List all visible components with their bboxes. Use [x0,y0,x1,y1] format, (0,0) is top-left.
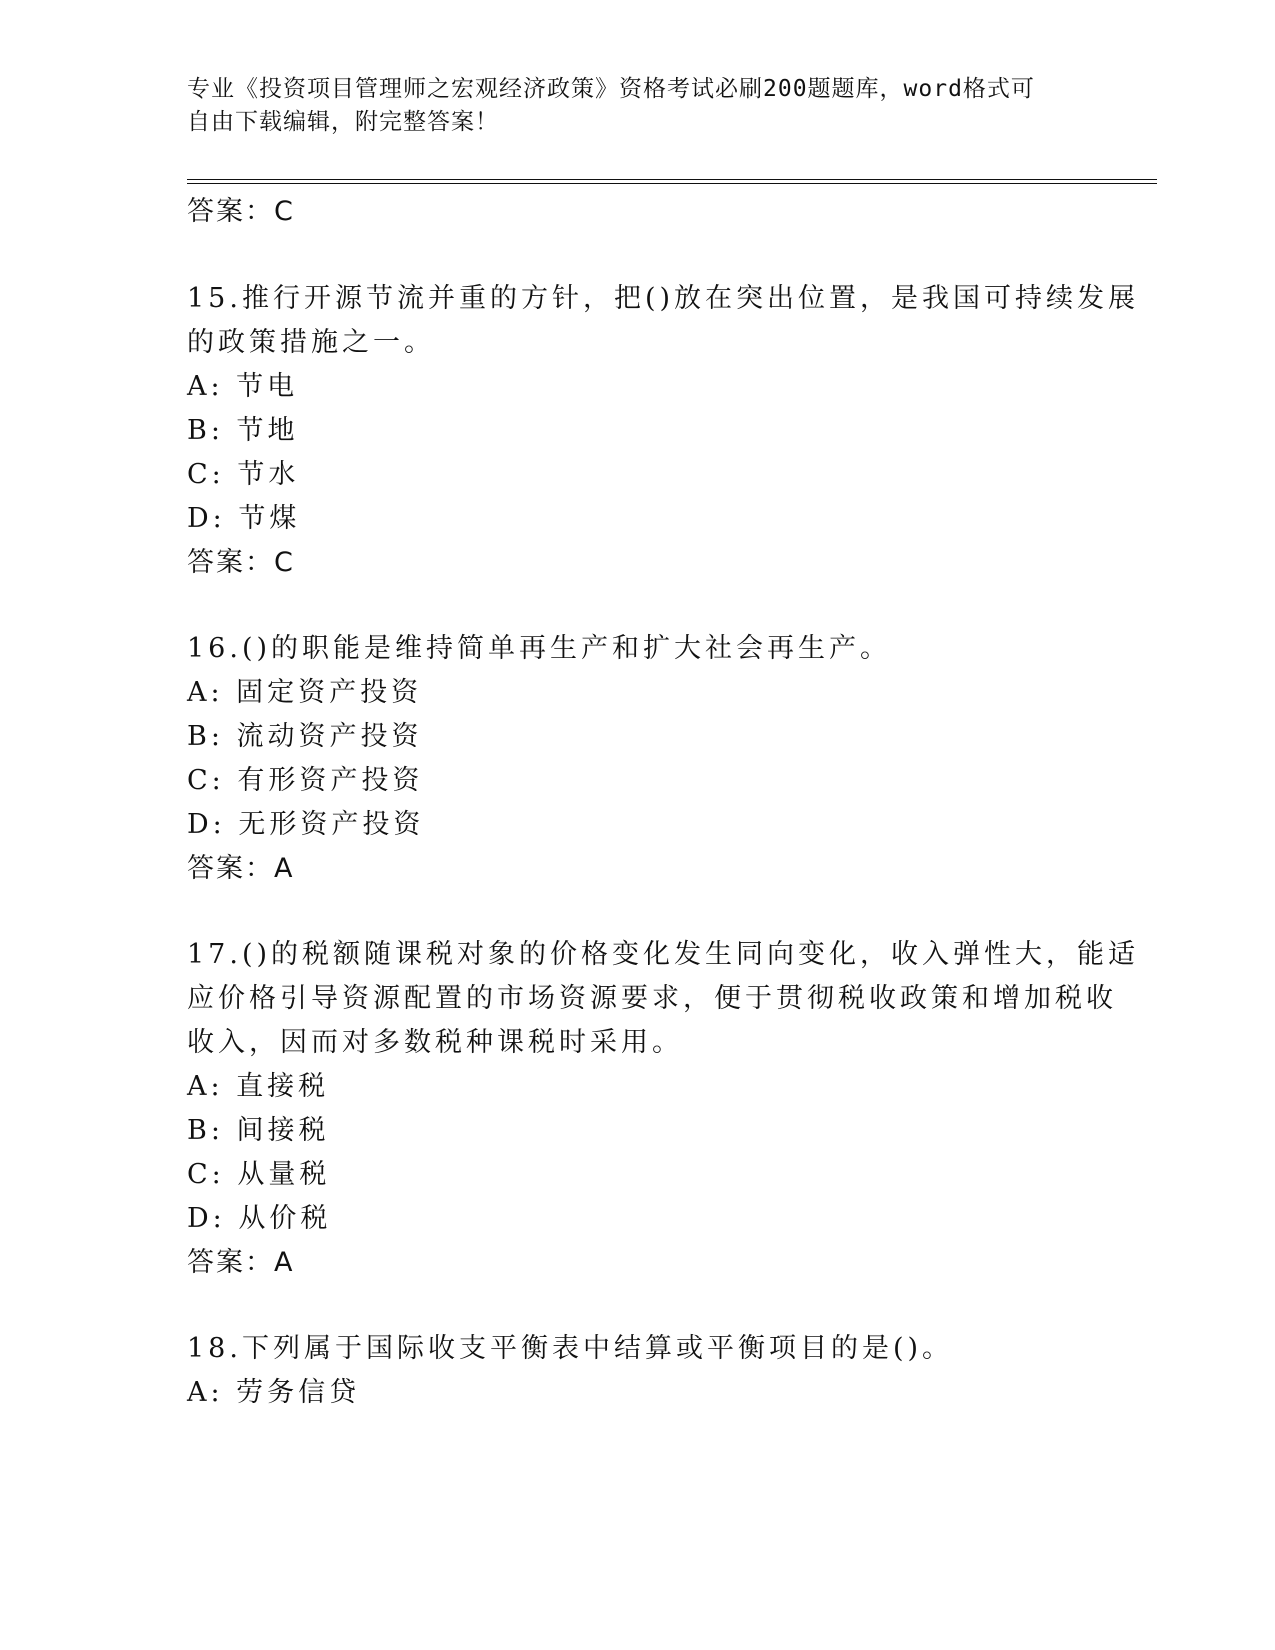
question-15-text-line-2: 的政策措施之一。 [187,327,435,358]
document-header [187,73,1087,139]
question-16-option-b: B: 流动资产投资 [187,721,423,752]
question-17-option-d: D: 从价税 [187,1203,332,1234]
question-16-answer: 答案：A [187,853,295,884]
question-17-option-a: A: 直接税 [187,1071,330,1102]
question-16-option-c: C: 有形资产投资 [187,765,424,796]
question-17-text-line-3: 收入，因而对多数税种课税时采用。 [187,1027,683,1058]
question-16-option-d: D: 无形资产投资 [187,809,425,840]
question-15-option-c: C: 节水 [187,459,300,490]
question-15-option-a: A: 节电 [187,371,299,402]
question-17-text-line-1: 17.()的税额随课税对象的价格变化发生同向变化，收入弹性大，能适 [187,939,1140,970]
question-17-text-line-2: 应价格引导资源配置的市场资源要求，便于贯彻税收政策和增加税收 [187,983,1117,1014]
question-16-text-line-1: 16.()的职能是维持简单再生产和扩大社会再生产。 [187,633,892,664]
header-divider-top [187,179,1157,180]
previous-answer: 答案：C [187,196,295,227]
question-15-text-line-1: 15.推行开源节流并重的方针，把()放在突出位置，是我国可持续发展 [187,283,1140,314]
question-15-answer: 答案：C [187,547,295,578]
header-line-1: 专业《投资项目管理师之宏观经济政策》资格考试必刷200题题库，word格式可 [187,76,1035,102]
question-15-option-b: B: 节地 [187,415,299,446]
header-divider-bottom [187,183,1157,184]
question-17-option-b: B: 间接税 [187,1115,330,1146]
question-15-option-d: D: 节煤 [187,503,301,534]
question-17-option-c: C: 从量税 [187,1159,331,1190]
question-17-answer: 答案：A [187,1247,295,1278]
question-18-option-a: A: 劳务信贷 [187,1377,361,1408]
question-16-option-a: A: 固定资产投资 [187,677,423,708]
question-18-text-line-1: 18.下列属于国际收支平衡表中结算或平衡项目的是()。 [187,1333,954,1364]
header-line-2: 自由下载编辑，附完整答案！ [187,109,499,135]
